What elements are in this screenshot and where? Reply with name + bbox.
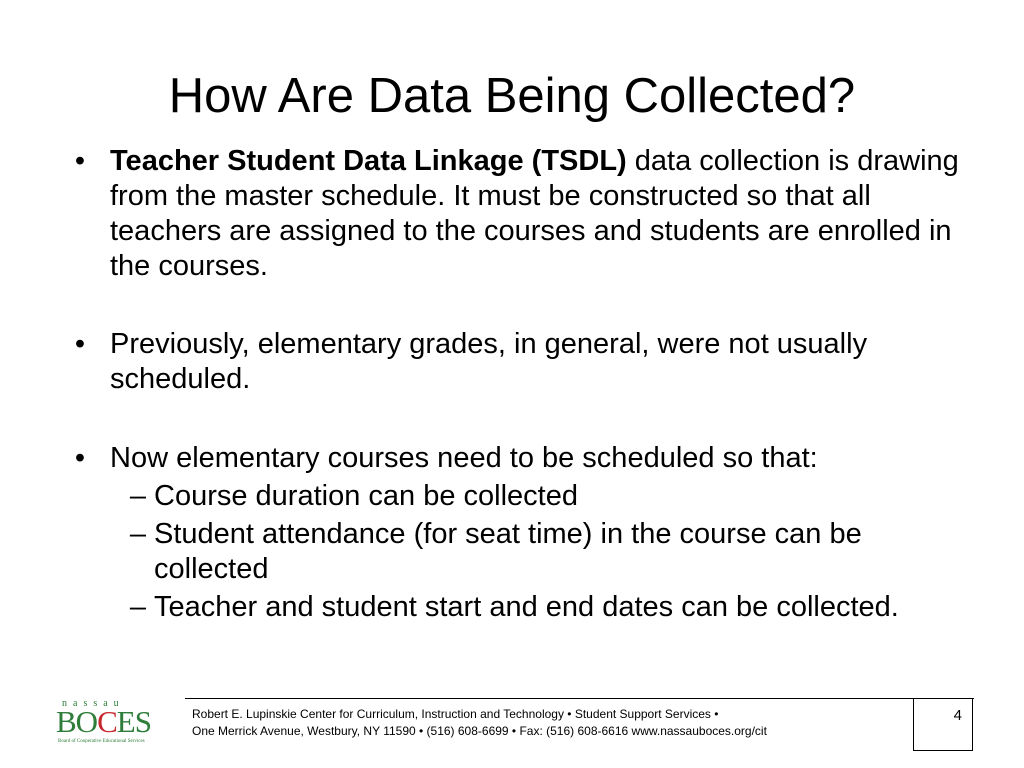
boces-logo	[56, 698, 151, 750]
footer-divider	[185, 698, 974, 699]
bullet-list	[70, 144, 970, 625]
logo-main-b: C	[97, 704, 117, 739]
bullet-text: Now elementary courses need to be scheduled so that:	[110, 442, 818, 474]
bullet-marker: •	[74, 145, 86, 177]
sub-bullet-marker: –	[129, 480, 146, 512]
bullet-text	[110, 144, 970, 284]
logo-main-a: BO	[56, 704, 98, 739]
page-number-box	[913, 698, 973, 751]
sub-bullet-item	[110, 479, 970, 514]
bullet-item-now	[70, 441, 970, 625]
sub-bullet-text: Course duration can be collected	[154, 480, 578, 512]
footer-address	[192, 706, 912, 740]
sub-bullet-text: Student attendance (for seat time) in the course can be collected	[154, 518, 862, 585]
slide-title: How Are Data Being Collected?	[168, 69, 856, 123]
bullet-item-previously	[70, 327, 970, 397]
bullet-marker: •	[74, 442, 86, 474]
logo-main-text	[56, 706, 151, 738]
sub-bullet-text: Teacher and student start and end dates can be collected.	[154, 591, 899, 623]
footer-line-1: Robert E. Lupinskie Center for Curriculum, Instruction and Technology • Student Support Services •	[192, 707, 719, 721]
sub-bullet-item	[110, 590, 970, 625]
sub-bullet-marker: –	[129, 518, 146, 550]
sub-bullet-list	[110, 479, 970, 625]
sub-bullet-marker: –	[129, 591, 146, 623]
footer-line-2: One Merrick Avenue, Westbury, NY 11590 • (516) 608-6699 • Fax: (516) 608-6616 www.nassauboces.org/cit	[192, 724, 767, 738]
bullet-marker: •	[74, 328, 86, 360]
sub-bullet-item	[110, 517, 970, 587]
logo-top-text: nassau	[62, 698, 125, 709]
bullet-text: Previously, elementary grades, in general, were not usually scheduled.	[110, 328, 868, 395]
logo-sub-text: Board of Cooperative Educational Services	[58, 739, 145, 744]
logo-main-c: ES	[116, 704, 151, 739]
bullet-item-tsdl	[70, 144, 970, 284]
bullet-body: data collection is drawing from the master schedule. It must be constructed so that all teachers are assigned to the courses and students are enrolled in the courses.	[110, 145, 959, 282]
page-number: 4	[953, 707, 962, 724]
bullet-bold-lead: Teacher Student Data Linkage (TSDL)	[110, 145, 627, 177]
